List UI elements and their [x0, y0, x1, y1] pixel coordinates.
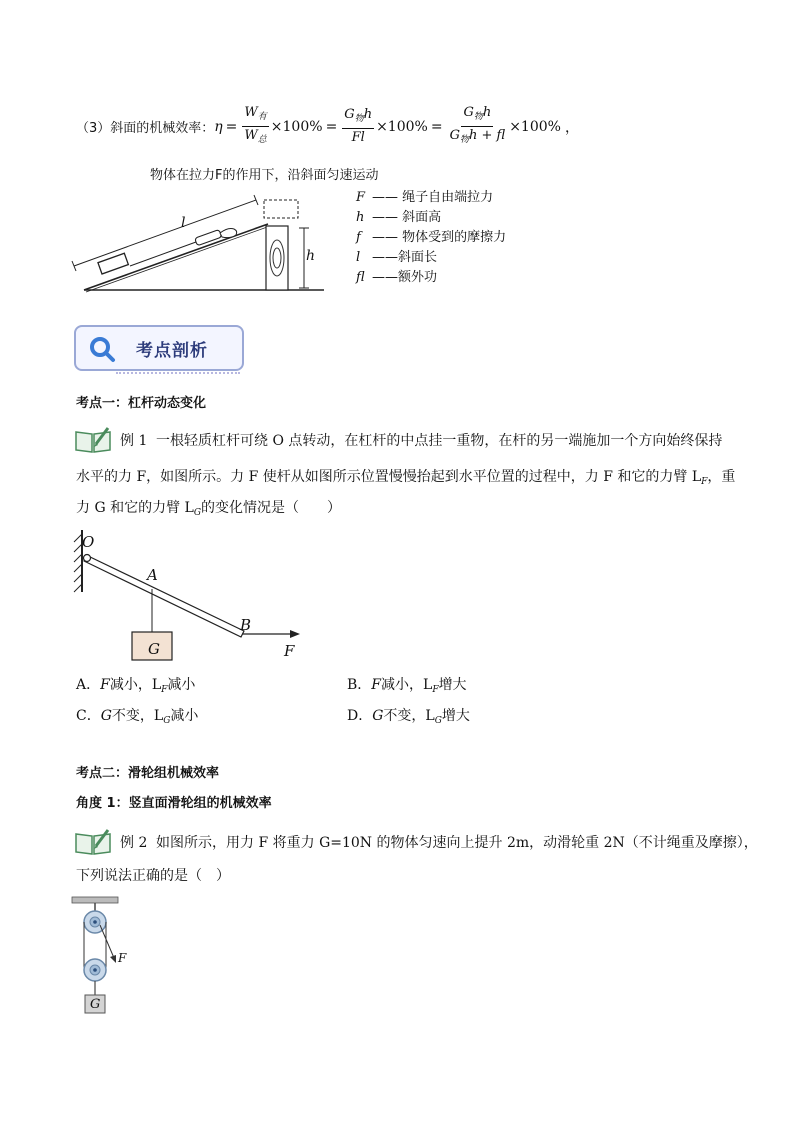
lever-label-g: G	[148, 640, 160, 658]
h-symbol: h	[363, 107, 373, 122]
option-mid: 不变，L	[383, 708, 435, 724]
option-sub: F	[432, 685, 439, 695]
fraction-gh-fl	[342, 106, 374, 147]
fraction-gh-ghfl	[448, 104, 508, 149]
lever-label-f: F	[284, 642, 295, 660]
legend-row	[356, 208, 506, 228]
fl-symbol: Fl	[351, 130, 365, 145]
g-symbol-2: G	[463, 105, 474, 120]
option-symbol: F	[100, 677, 110, 693]
legend-text: —— 物体受到的摩擦力	[372, 230, 507, 245]
legend-symbol: F	[356, 190, 366, 205]
w-useful: W	[244, 105, 258, 120]
h-plus-fl: h + fl	[468, 128, 506, 143]
legend-row	[356, 248, 506, 268]
lever-label-a: A	[147, 566, 158, 584]
lever-label-b: B	[240, 616, 252, 634]
eta-symbol: η	[214, 118, 223, 135]
option-b[interactable]	[347, 675, 467, 700]
example2-label: 例 2	[120, 835, 148, 851]
option-label: C．	[76, 708, 101, 724]
incline-caption: 物体在拉力F的作用下，沿斜面匀速运动	[150, 168, 379, 183]
legend-text: ——额外功	[372, 270, 438, 285]
option-mid: 不变，L	[111, 708, 164, 724]
equals-sign-2: =	[325, 118, 338, 135]
times-100-a: ×100%	[270, 118, 323, 135]
option-tail: 增大	[438, 677, 467, 693]
legend-symbol: fl	[356, 270, 365, 285]
w-total: W	[244, 128, 258, 143]
example1-line1: 一根轻质杠杆可绕 O 点转动，在杠杆的中点挂一重物，在杆的另一端施加一个方向始终保持	[156, 433, 723, 449]
topic1-heading: 考点一：杠杆动态变化	[76, 396, 207, 411]
lever-label-o: O	[82, 533, 95, 551]
g-sub-2: 物	[473, 112, 483, 122]
topic2-angle-heading: 角度 1：竖直面滑轮组的机械效率	[76, 796, 272, 811]
example2-line2: 下列说法正确的是（ ）	[76, 868, 230, 884]
w-total-sub: 总	[257, 135, 267, 145]
legend-symbol: f	[356, 230, 361, 245]
g-symbol-3: G	[449, 128, 460, 143]
example1-line3-sub: G	[193, 508, 202, 518]
option-symbol: F	[371, 677, 382, 693]
times-100-b: ×100%	[376, 118, 428, 135]
option-d[interactable]	[347, 706, 470, 731]
g-sub: 物	[354, 114, 364, 124]
g-symbol: G	[344, 107, 355, 122]
legend-symbol: h	[356, 210, 365, 225]
lever-diagram	[70, 526, 310, 666]
option-label: B．	[347, 677, 372, 693]
option-tail: 减小	[170, 708, 199, 724]
magnifier-icon	[88, 335, 116, 363]
example1-line3-text: 力 G 和它的力臂 L	[76, 500, 194, 516]
incline-label-l: l	[181, 215, 186, 231]
example1-label: 例 1	[120, 433, 148, 449]
option-label: D．	[347, 708, 373, 724]
topic2-heading: 考点二：滑轮组机械效率	[76, 766, 220, 781]
trailing-comma: ，	[564, 119, 579, 136]
pulley-label-g: G	[90, 997, 101, 1012]
section-badge	[74, 325, 244, 371]
h-symbol-2: h	[482, 105, 492, 120]
option-mid: 减小，L	[109, 677, 162, 693]
equals-sign: =	[225, 118, 238, 135]
example1-line3	[76, 498, 341, 523]
option-symbol: G	[100, 708, 112, 724]
option-c[interactable]	[76, 706, 198, 731]
option-sub: F	[161, 685, 168, 695]
example2-line1: 如图所示，用力 F 将重力 G=10N 的物体匀速向上提升 2m，动滑轮重 2N（不计绳重及摩擦），	[156, 835, 758, 851]
example1-line3-tail: 的变化情况是（ ）	[201, 500, 342, 516]
pulley-diagram	[70, 895, 150, 1020]
example1-line2-text: 水平的力 F，如图所示。力 F 使杆从如图所示位置慢慢抬起到水平位置的过程中，力 F 和它的力臂 L	[76, 469, 702, 485]
book-pencil-icon	[74, 826, 112, 856]
legend-row	[356, 188, 506, 208]
incline-label-h: h	[306, 248, 316, 264]
option-label: A．	[76, 677, 101, 693]
option-tail: 增大	[441, 708, 470, 724]
option-tail: 减小	[167, 677, 196, 693]
w-useful-sub: 有	[257, 112, 267, 122]
option-a[interactable]	[76, 675, 195, 700]
g-sub-3: 物	[459, 135, 469, 145]
legend-row	[356, 268, 506, 288]
legend-symbol: l	[356, 250, 361, 265]
fraction-w	[242, 104, 268, 149]
legend-text: —— 斜面高	[372, 210, 442, 225]
badge-underline	[116, 372, 240, 374]
book-pencil-icon	[74, 424, 112, 454]
section-badge-label: 考点剖析	[136, 341, 208, 361]
example1-line2	[76, 467, 735, 492]
equals-sign-3: =	[430, 118, 443, 135]
formula-prefix: （3）斜面的机械效率：	[76, 121, 215, 136]
pulley-label-f: F	[118, 951, 127, 965]
example1-line2-sub: F	[701, 477, 708, 487]
incline-diagram	[68, 188, 330, 298]
times-100-c: ×100%	[509, 118, 561, 135]
option-symbol: G	[372, 708, 384, 724]
legend-row	[356, 228, 506, 248]
incline-efficiency-formula	[76, 104, 579, 149]
option-sub: G	[434, 716, 442, 726]
legend-text: ——斜面长	[372, 250, 438, 265]
option-sub: G	[163, 716, 171, 726]
legend-text: —— 绳子自由端拉力	[372, 190, 494, 205]
example1-line2-tail: ，重	[707, 469, 736, 485]
option-mid: 减小，L	[381, 677, 433, 693]
incline-legend	[356, 188, 506, 288]
